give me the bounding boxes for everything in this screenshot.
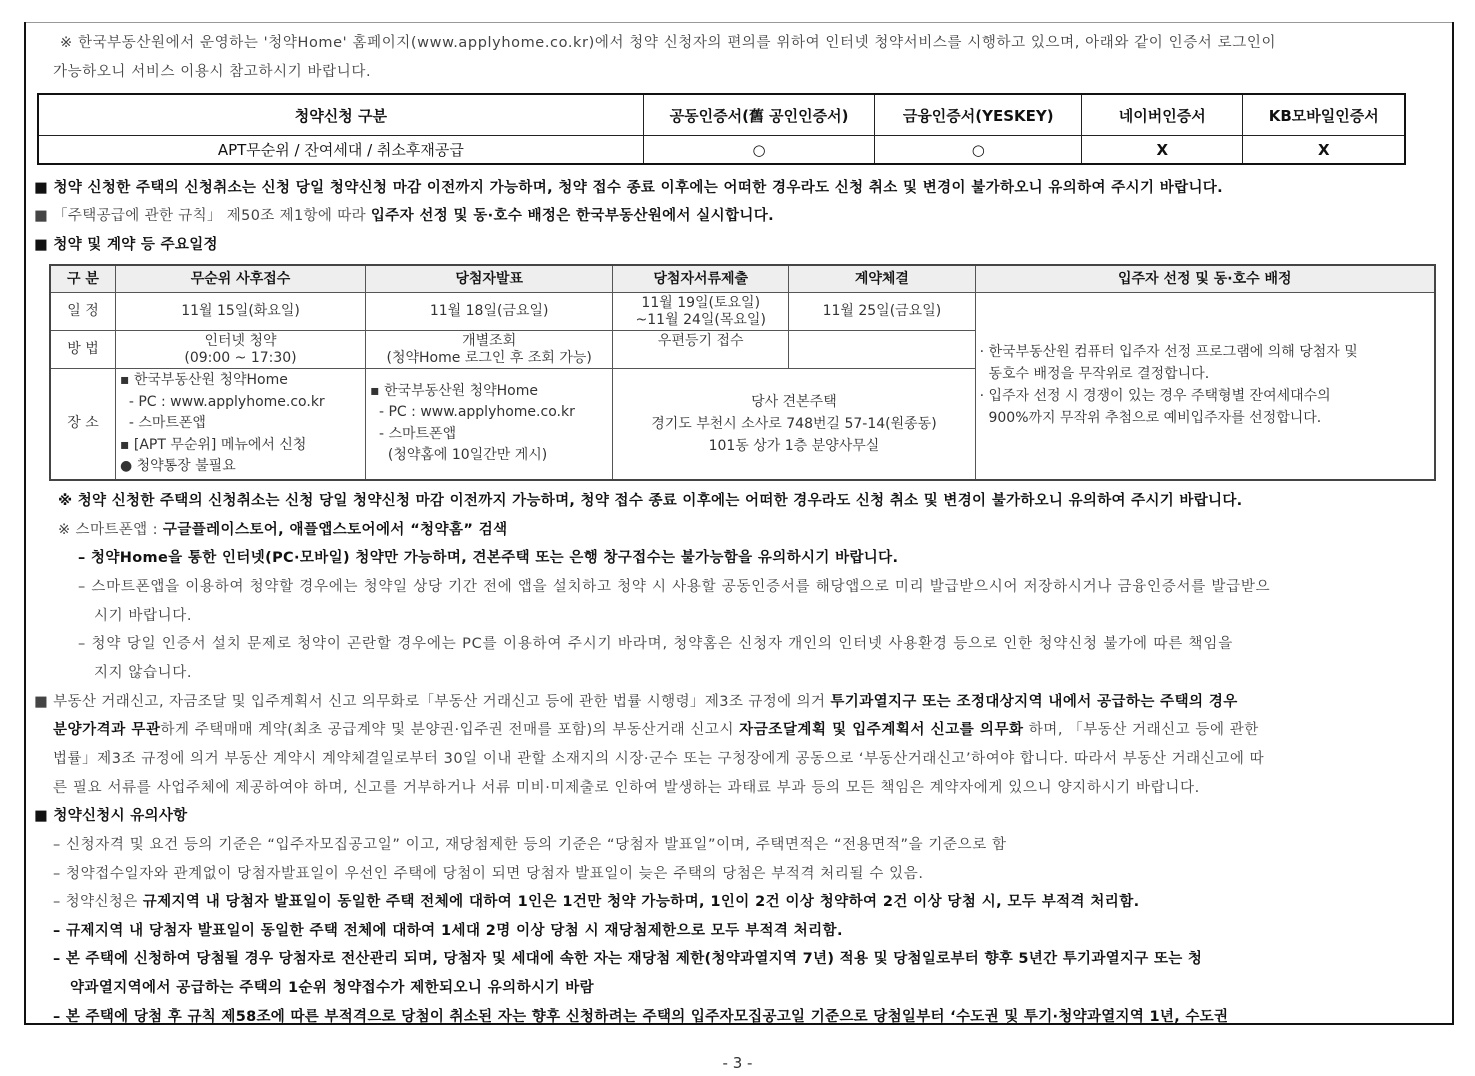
cert-row-kb: X [1243,136,1405,165]
caution-1: – 신청자격 및 요건 등의 기준은 “입주자모집공고일” 이고, 재당첨제한 등의 기준은 “당첨자 발표일”이며, 주택면적은 “전용면적”을 기준으로 함 [53,837,1007,853]
selection-description: · 한국부동산원 컴퓨터 입주자 선정 프로그램에 의해 당첨자 및 동호수 배정을 무작위로 결정합니다. · 입주자 선정 시 경쟁이 있는 경우 주택형별 잔여세대수의 900%까지 무작위 추첨으로 예비입주자를 선정합니다. [975,293,1435,480]
row-label-place: 장 소 [50,369,115,480]
note-smartphone: ※ 스마트폰앱 : 구글플레이스토어, 애플앱스토어에서 “청약홈” 검색 [58,522,508,538]
method-apply: 인터넷 청약 (09:00 ~ 17:30) [115,331,365,369]
cert-header-kb: KB모바일인증서 [1243,94,1405,136]
cert-row-category: APT무순위 / 잔여세대 / 취소후재공급 [38,136,643,165]
schedule-table [49,264,1436,481]
schedule-header-documents: 당첨자서류제출 [613,265,789,293]
row-label-method: 방 법 [50,331,115,369]
place-model-house: 당사 견본주택 경기도 부천시 소사로 748번길 57-14(원종동) 101동 상가 1층 분양사무실 [613,369,975,480]
caution-5-line-1: – 본 주택에 신청하여 당첨될 경우 당첨자로 전산관리 되며, 당첨자 및 세대에 속한 자는 재당첨 제한(청약과열지역 7년) 적용 및 당첨일로부터 향후 5년간 투기과열지구 또는 청 [53,951,1203,967]
note-cert-2: 지지 않습니다. [94,665,193,681]
cert-row-financial: ○ [875,136,1082,165]
cert-header-joint: 공동인증서(舊 공인인증서) [643,94,875,136]
note-app-2: 시기 바랍니다. [94,608,193,624]
caution-6: – 본 주택에 당첨 후 규칙 제58조에 따른 부적격으로 당첨이 취소된 자는 향후 신청하려는 주택의 입주자모집공고일 기준으로 당첨일부터 ‘수도권 및 투기·청약과열지역 1년, 수도권 [53,1009,1229,1025]
schedule-header-announce: 당첨자발표 [366,265,613,293]
note-app-1: – 스마트폰앱을 이용하여 청약할 경우에는 청약일 상당 기간 전에 앱을 설치하고 청약 시 사용할 공동인증서를 해당앱으로 미리 발급받으시어 저장하시거나 금융인증서를 발급받으 [78,579,1271,595]
place-apply: ▪ 한국부동산원 청약Home - PC : www.applyhome.co.kr - 스마트폰앱 ▪ [APT 무순위] 메뉴에서 신청 ● 청약통장 불필요 [115,369,365,480]
caution-3: – 청약신청은 규제지역 내 당첨자 발표일이 동일한 주택 전체에 대하여 1인은 1건만 청약 가능하며, 1인이 2건 이상 청약하여 2건 이상 당첨 시, 모두 부적격 처리함. [53,894,1140,910]
schedule-title: ■ 청약 및 계약 등 주요일정 [34,237,218,253]
realestate-line-2: 분양가격과 무관하게 주택매매 계약(최초 공급계약 및 분양권·입주권 전매를 포함)의 부동산거래 신고시 자금조달계획 및 입주계획서 신고를 의무화 하며, 「부동산 거래신고 등에 관한 [53,722,1259,738]
row-label-date: 일 정 [50,293,115,331]
realestate-line-3: 법률」제3조 규정에 의거 부동산 계약시 계약체결일로부터 30일 이내 관할 소재지의 시장·군수 또는 구청장에게 공동으로 ‘부동산거래신고’하여야 합니다. 따라서 부동산 거래신고에 따 [53,751,1265,767]
page-number: - 3 - [722,1054,753,1072]
notice-selection: ■ 「주택공급에 관한 규칙」 제50조 제1항에 따라 입주자 선정 및 동·호수 배정은 한국부동산원에서 실시합니다. [34,208,774,224]
realestate-line-1: ■ 부동산 거래신고, 자금조달 및 입주계획서 신고 의무화로「부동산 거래신고 등에 관한 법률 시행령」제3조 규정에 의거 투기과열지구 또는 조정대상지역 내에서 공급하는 주택의 경우 [34,694,1238,710]
cert-row-naver: X [1082,136,1243,165]
intro-line-2: 가능하오니 서비스 이용시 참고하시기 바랍니다. [53,64,372,80]
date-documents: 11월 19일(토요일) ~11월 24일(목요일) [613,293,789,331]
caution-title: ■ 청약신청시 유의사항 [34,808,188,824]
method-contract [789,331,975,369]
intro-line-1: ※ 한국부동산원에서 운영하는 '청약Home' 홈페이지(www.applyhome.co.kr)에서 청약 신청자의 편의를 위하여 인터넷 청약서비스를 시행하고 있으며, 아래와 같이 인증서 로그인이 [60,35,1277,51]
cert-header-financial: 금융인증서(YESKEY) [875,94,1082,136]
cert-header-category: 청약신청 구분 [38,94,643,136]
schedule-header-contract: 계약체결 [789,265,975,293]
schedule-header-selection: 입주자 선정 및 동·호수 배정 [975,265,1435,293]
note-internet-only: – 청약Home을 통한 인터넷(PC·모바일) 청약만 가능하며, 견본주택 또는 은행 창구접수는 불가능함을 유의하시기 바랍니다. [78,550,899,566]
note-cert-1: – 청약 당일 인증서 설치 문제로 청약이 곤란할 경우에는 PC를 이용하여 주시기 바라며, 청약홈은 신청자 개인의 인터넷 사용환경 등으로 인한 청약신청 불가에 따른 책임을 [78,636,1234,652]
certificate-table [37,93,1406,165]
date-contract: 11월 25일(금요일) [789,293,975,331]
place-announce: ▪ 한국부동산원 청약Home - PC : www.applyhome.co.kr - 스마트폰앱 (청약홈에 10일간만 게시) [366,369,613,480]
realestate-line-4: 른 필요 서류를 사업주체에 제공하여야 하며, 신고를 거부하거나 서류 미비·미제출로 인하여 발생하는 과태료 부과 등의 모든 책임은 계약자에게 있으니 양지하시기 바랍니다. [53,780,1200,796]
date-apply: 11월 15일(화요일) [115,293,365,331]
caution-4: – 규제지역 내 당첨자 발표일이 동일한 주택 전체에 대하여 1세대 2명 이상 당첨 시 재당첨제한으로 모두 부적격 처리함. [53,923,843,939]
date-announce: 11월 18일(금요일) [366,293,613,331]
cert-header-naver: 네이버인증서 [1082,94,1243,136]
cert-row-joint: ○ [643,136,875,165]
schedule-header-label: 구 분 [50,265,115,293]
caution-2: – 청약접수일자와 관계없이 당첨자발표일이 우선인 주택에 당첨이 되면 당첨자 발표일이 늦은 주택의 당첨은 부적격 처리될 수 있음. [53,866,924,882]
method-announce: 개별조회 (청약Home 로그인 후 조회 가능) [366,331,613,369]
schedule-header-apply: 무순위 사후접수 [115,265,365,293]
method-documents: 우편등기 접수 [613,331,789,369]
notice-cancel: ■ 청약 신청한 주택의 신청취소는 신청 당일 청약신청 마감 이전까지 가능하며, 청약 접수 종료 이후에는 어떠한 경우라도 신청 취소 및 변경이 불가하오니 유의하여 주시기 바랍니다. [34,180,1224,196]
caution-5-line-2: 약과열지역에서 공급하는 주택의 1순위 청약접수가 제한되오니 유의하시기 바람 [70,980,595,996]
note-cancel: ※ 청약 신청한 주택의 신청취소는 신청 당일 청약신청 마감 이전까지 가능하며, 청약 접수 종료 이후에는 어떠한 경우라도 신청 취소 및 변경이 불가하오니 유의하여 주시기 바랍니다. [58,493,1243,509]
